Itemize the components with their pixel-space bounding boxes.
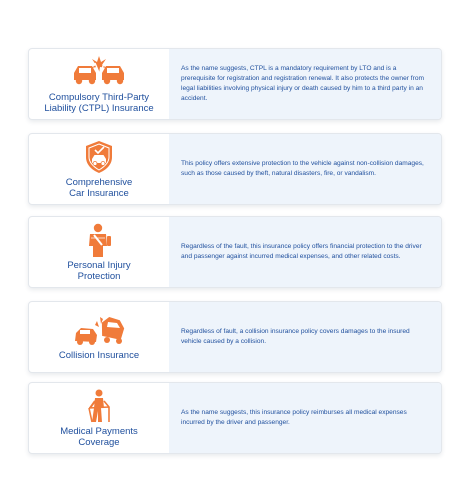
card-title: Collision Insurance: [58, 350, 140, 361]
card-description-panel: [169, 49, 441, 119]
car-crash-icon: [71, 55, 127, 89]
card-heading-area: [29, 383, 169, 453]
insurance-card-medical-payments: [28, 382, 442, 454]
card-heading-area: [29, 302, 169, 372]
insurance-card-collision: [28, 301, 442, 373]
person-with-walker-icon: [71, 389, 127, 423]
card-heading-area: [29, 134, 169, 204]
card-description: As the name suggests, CTPL is a mandatory requirement by LTO and is a prerequisite for registration and registration renewal. It also protects the owner from legal liabilities involving physical injury or death caused by him to a third party in an accident.: [181, 65, 424, 102]
card-description-panel: [169, 302, 441, 372]
card-title: Compulsory Third-Party Liability (CTPL) Insurance: [44, 91, 154, 114]
card-title: Medical Payments Coverage: [60, 425, 138, 448]
card-description-panel: [169, 134, 441, 204]
insurance-card-ctpl: [28, 48, 442, 120]
insurance-card-comprehensive: [28, 133, 442, 205]
card-description: Regardless of the fault, this insurance policy offers financial protection to the driver and passenger against incurred medical expenses, and other related costs.: [181, 243, 422, 260]
card-description: As the name suggests, this insurance policy reimburses all medical expenses incurred by the driver and passenger.: [181, 409, 407, 426]
shield-car-icon: [71, 140, 127, 174]
card-heading-area: [29, 49, 169, 119]
card-description: This policy offers extensive protection to the vehicle against non-collision damages, such as those caused by theft, natural disasters, fire, or vandalism.: [181, 160, 424, 177]
card-heading-area: [29, 217, 169, 287]
collision-icon: [71, 313, 127, 347]
card-title: Comprehensive Car Insurance: [65, 176, 133, 199]
injured-person-icon: [71, 223, 127, 257]
card-title: Personal Injury Protection: [67, 259, 131, 282]
card-description: Regardless of fault, a collision insurance policy covers damages to the insured vehicle caused by a collision.: [181, 328, 410, 345]
card-description-panel: [169, 217, 441, 287]
card-description-panel: [169, 383, 441, 453]
insurance-card-personal-injury: [28, 216, 442, 288]
